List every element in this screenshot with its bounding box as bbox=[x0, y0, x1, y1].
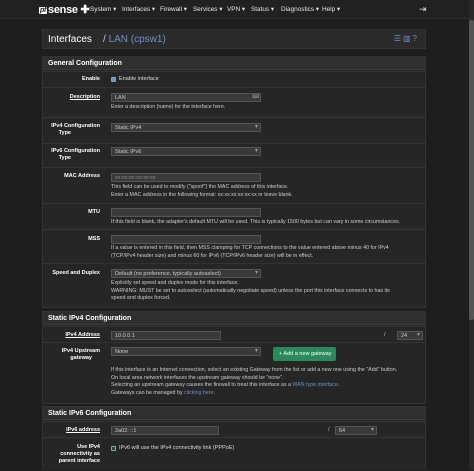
description-row bbox=[43, 87, 427, 116]
speed-duplex-select[interactable]: Default (no preference, typically autoselect) ▾ bbox=[111, 269, 261, 278]
breadcrumb-page: / LAN (cpsw1) bbox=[103, 34, 166, 45]
ipv4-type-row bbox=[43, 117, 427, 143]
menu-firewall[interactable]: Firewall ▾ bbox=[160, 6, 187, 13]
ipv4-gateway-select[interactable]: None ▾ bbox=[111, 347, 261, 356]
ipv4-address-label: IPv4 Address bbox=[65, 332, 100, 338]
cidr-slash: / bbox=[328, 427, 330, 433]
static-ipv6-panel bbox=[42, 406, 426, 470]
enable-checkbox[interactable] bbox=[111, 77, 116, 82]
enable-row bbox=[43, 71, 427, 86]
use-ipv4-connectivity-checkbox[interactable] bbox=[111, 446, 116, 451]
ipv6-cidr-select[interactable]: 64 ▾ bbox=[335, 426, 377, 435]
description-input[interactable]: LAN bbox=[111, 93, 261, 102]
menu-system[interactable]: System ▾ bbox=[90, 6, 117, 13]
add-gateway-button[interactable]: + Add a new gateway bbox=[273, 347, 336, 361]
ipv4-type-label: IPv4 Configuration Type bbox=[51, 123, 100, 136]
speed-duplex-help: Explicitly set speed and duplex mode for this interface. WARNING: MUST be set to autoselect (automatically negotiate speed) unless the port this interface connects to has its speed and duplex forced. bbox=[111, 280, 390, 302]
enable-text: Enable interface bbox=[119, 76, 159, 82]
ipv6-address-input[interactable]: 2a02: ::1 bbox=[111, 426, 219, 435]
mss-input[interactable] bbox=[111, 235, 261, 244]
help-icon[interactable]: ? bbox=[412, 34, 419, 43]
menu-services[interactable]: Services ▾ bbox=[193, 6, 223, 13]
top-navbar bbox=[0, 0, 474, 19]
use-ipv4-connectivity-label: Use IPv4 connectivity as parent interface bbox=[58, 444, 100, 464]
use-ipv4-connectivity-row bbox=[43, 437, 427, 471]
mtu-row bbox=[43, 203, 427, 229]
ipv6-type-label: IPv6 Configuration Type bbox=[51, 148, 100, 161]
manage-gateways-link[interactable]: clicking here bbox=[184, 389, 214, 396]
menu-help[interactable]: Help ▾ bbox=[322, 6, 341, 13]
ipv4-cidr-select[interactable]: 24 ▾ bbox=[397, 331, 423, 340]
mss-label: MSS bbox=[88, 236, 100, 242]
ipv4-gateway-help: If this interface is an Internet connection, select an existing Gateway from the list or add a new one using the "Add" button. On local area network interfaces the upstream gateway should be "none". Selecting an upstream gateway causes the firewall to treat this interface as a WAN type interface. Gateways can be managed by clicking here. bbox=[111, 367, 398, 396]
panel-title: General Configuration bbox=[43, 57, 425, 70]
wan-type-link[interactable]: WAN type interface bbox=[292, 382, 338, 389]
mac-input[interactable]: xx:xx:xx:xx:xx:xx bbox=[111, 173, 261, 182]
menu-interfaces[interactable]: Interfaces ▾ bbox=[122, 6, 156, 13]
ipv4-type-select[interactable]: Static IPv4 ▾ bbox=[111, 123, 261, 132]
header-icons bbox=[394, 34, 419, 43]
mss-help: If a value is entered in this field, then MSS clamping for TCP connections to the value entered above minus 40 for IPv4 (TCP/IPv4 header size) and minus 60 for IPv6 (TCP/IPv6 header size) will be in effect. bbox=[111, 245, 389, 259]
ipv4-address-row bbox=[43, 326, 427, 342]
settings-sliders-icon[interactable]: ☰ bbox=[393, 34, 403, 43]
ipv6-type-row bbox=[43, 143, 427, 167]
breadcrumb-section[interactable]: Interfaces bbox=[48, 34, 92, 45]
ipv6-address-label: IPv6 address bbox=[66, 427, 100, 433]
ipv4-gateway-row bbox=[43, 342, 427, 404]
scrollbar-thumb[interactable] bbox=[469, 20, 474, 320]
breadcrumb bbox=[42, 29, 426, 49]
use-ipv4-connectivity-text: IPv6 will use the IPv4 connectivity link (PPPoE) bbox=[119, 445, 235, 451]
keyboard-icon: ⌨ bbox=[252, 94, 260, 100]
menu-diagnostics[interactable]: Diagnostics ▾ bbox=[281, 6, 320, 13]
panel-title: Static IPv6 Configuration bbox=[43, 407, 425, 420]
ipv6-type-select[interactable]: Static IPv6 ▾ bbox=[111, 147, 261, 156]
panel-title: Static IPv4 Configuration bbox=[43, 312, 425, 325]
mtu-label: MTU bbox=[88, 209, 100, 215]
static-ipv4-panel bbox=[42, 311, 426, 404]
general-configuration-panel bbox=[42, 56, 426, 308]
description-help: Enter a description (name) for the interface here. bbox=[111, 104, 226, 110]
cidr-slash: / bbox=[384, 332, 386, 338]
ipv4-address-input[interactable]: 10.0.0.1 bbox=[111, 331, 221, 340]
mss-row bbox=[43, 229, 427, 263]
pfsense-logo[interactable]: pf sense ✚ bbox=[40, 4, 90, 16]
ipv6-address-row bbox=[43, 421, 427, 437]
menu-status[interactable]: Status ▾ bbox=[251, 6, 275, 13]
mac-help: This field can be used to modify ("spoof") the MAC address of this interface. Enter a MAC address in the following format: xx:xx:xx:xx:xx:xx or leave blank. bbox=[111, 184, 293, 198]
mac-label: MAC Address bbox=[64, 173, 100, 179]
speed-duplex-label: Speed and Duplex bbox=[52, 270, 100, 276]
mac-row bbox=[43, 167, 427, 203]
speed-duplex-row bbox=[43, 263, 427, 308]
chart-icon[interactable]: ▥ bbox=[402, 34, 413, 43]
description-label: Description bbox=[69, 94, 100, 100]
enable-label: Enable bbox=[81, 76, 100, 82]
menu-vpn[interactable]: VPN ▾ bbox=[227, 6, 246, 13]
mtu-help: If this field is blank, the adapter's default MTU will be used. This is typically 1500 bytes but can vary in some circumstances. bbox=[111, 219, 401, 225]
mtu-input[interactable] bbox=[111, 208, 261, 217]
ipv4-gateway-label: IPv4 Upstream gateway bbox=[61, 348, 100, 361]
logout-icon[interactable]: ⇥ bbox=[419, 4, 427, 14]
